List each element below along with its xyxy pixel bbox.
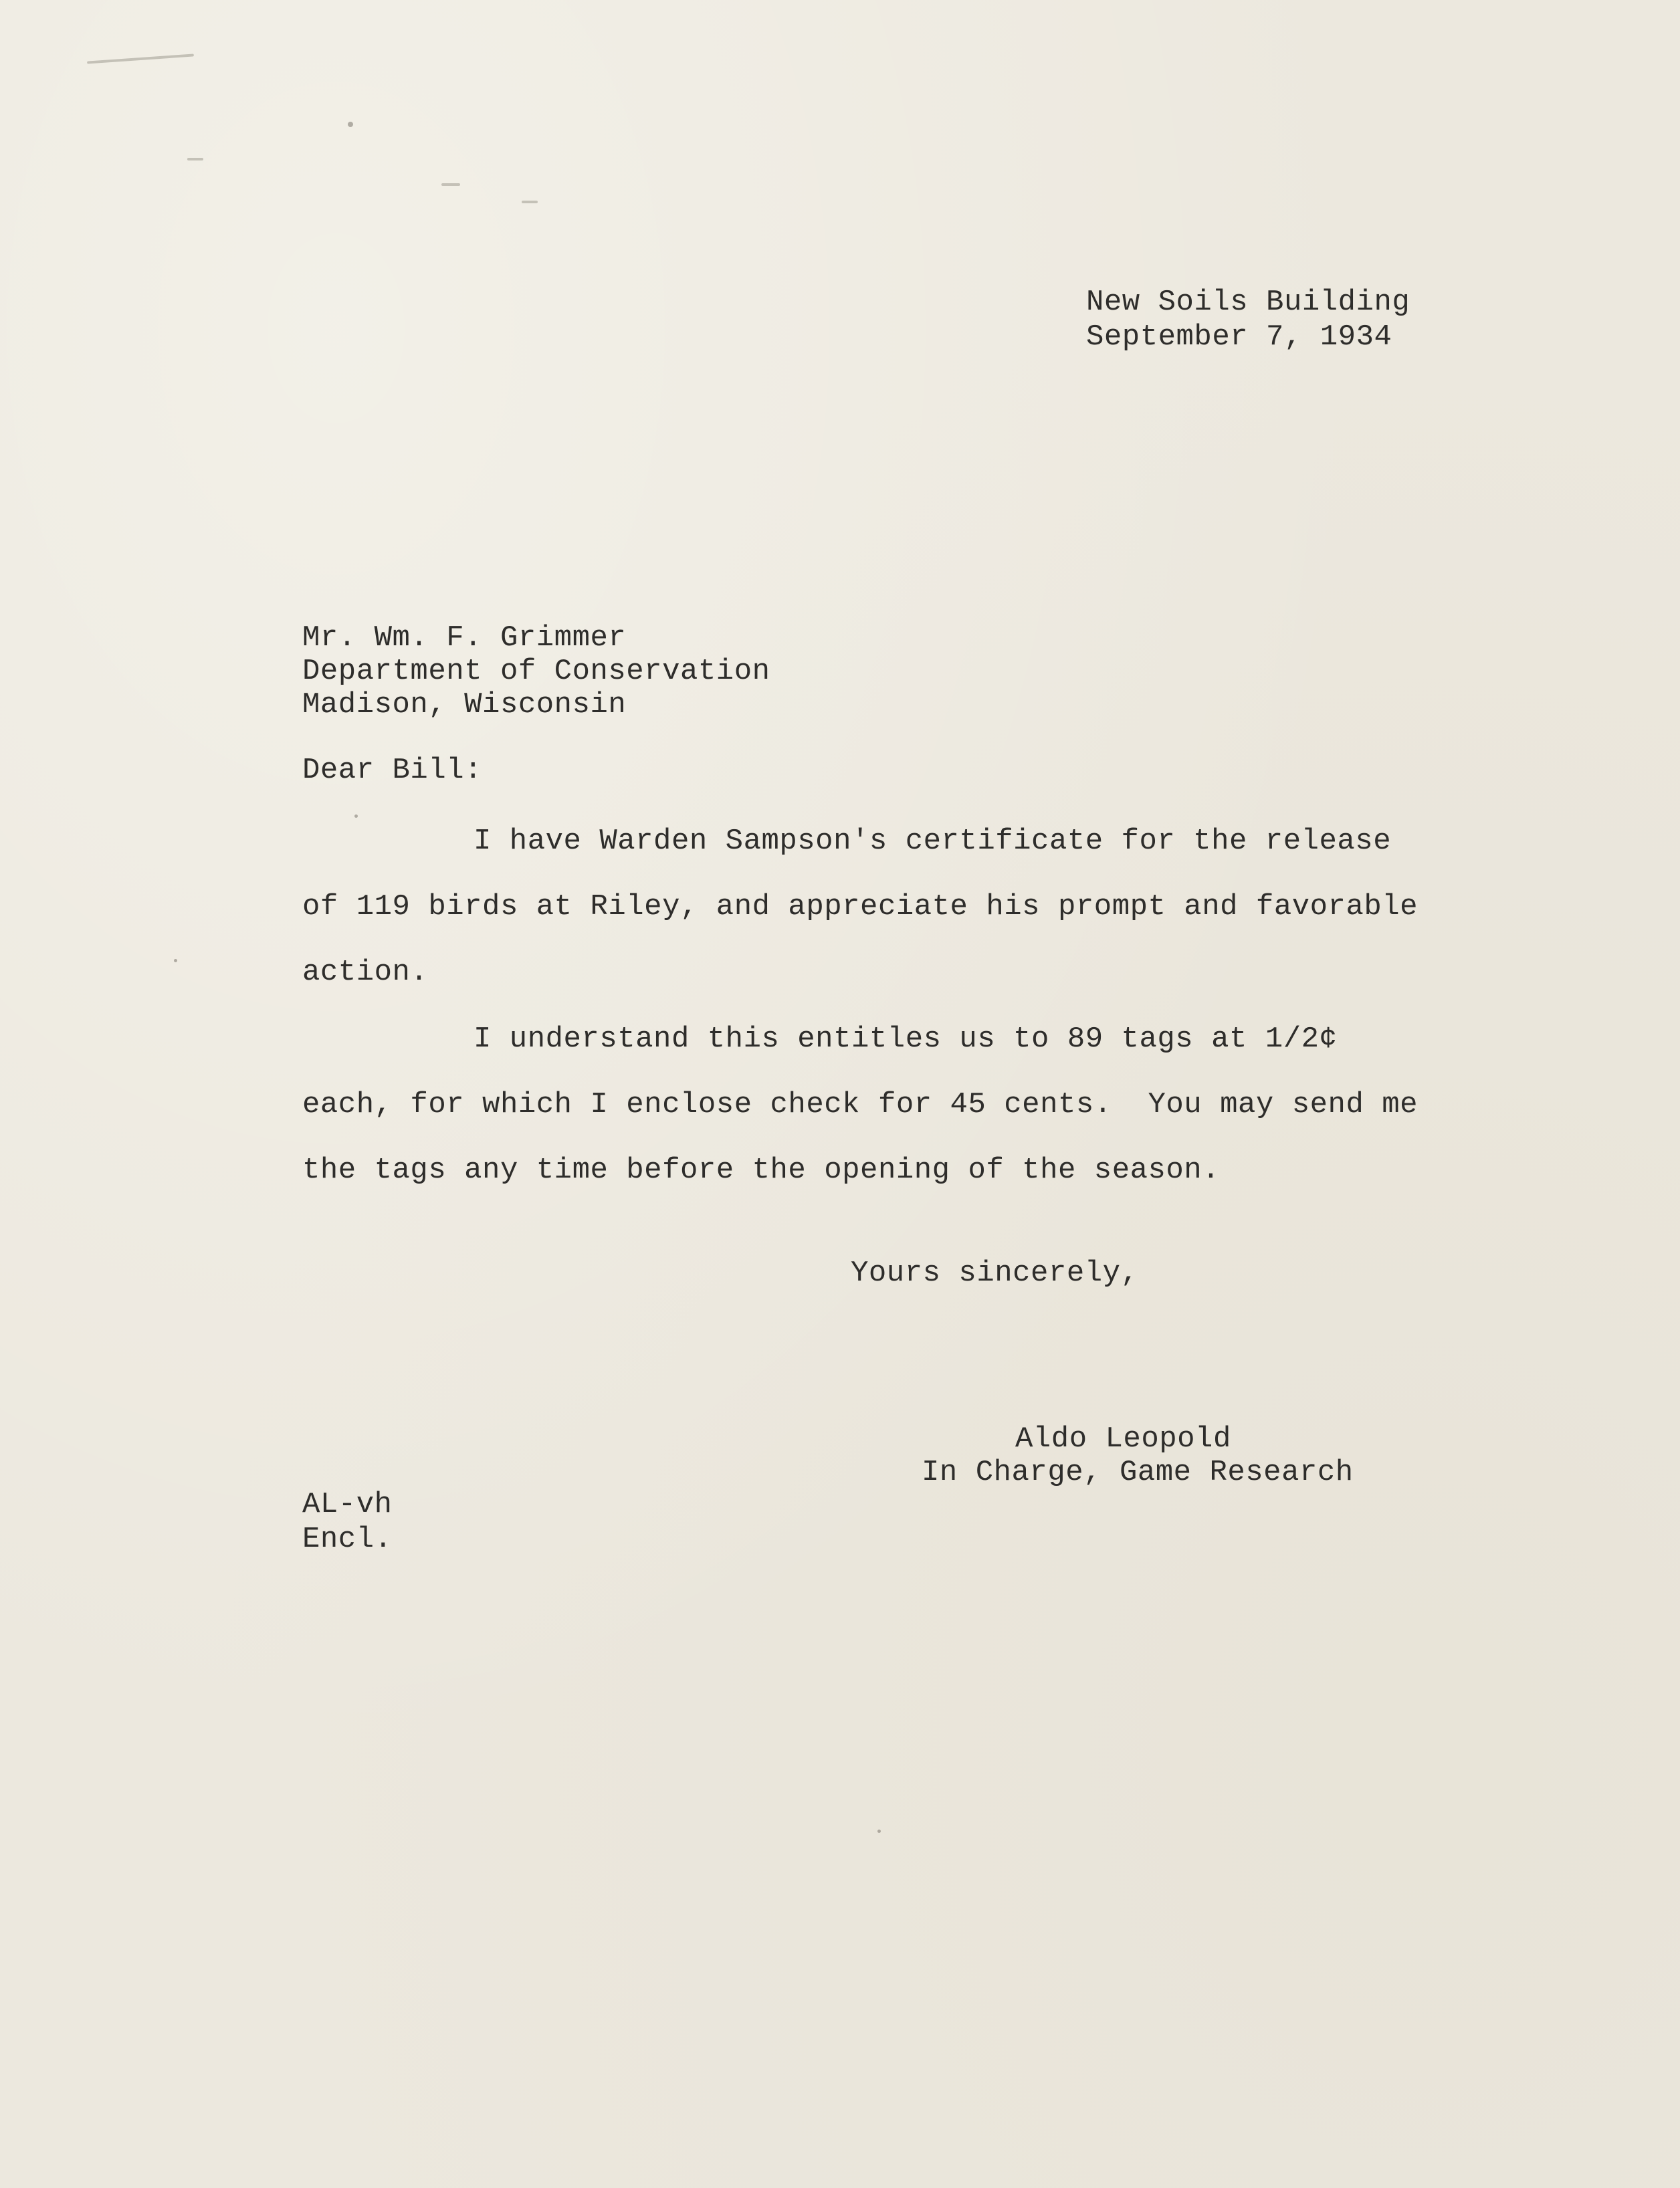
paper-scuff-mark — [87, 53, 194, 64]
paper-speck — [354, 814, 358, 818]
body-paragraph-2-line: I understand this entitles us to 89 tags at 1/2¢ — [474, 1022, 1338, 1056]
recipient-name: Mr. Wm. F. Grimmer — [302, 621, 627, 655]
paper-scuff-mark — [441, 183, 460, 186]
letter-date: September 7, 1934 — [1086, 320, 1392, 354]
complimentary-close: Yours sincerely, — [851, 1256, 1139, 1290]
paper-scuff-mark — [187, 158, 203, 160]
reference-initials: AL-vh — [302, 1488, 393, 1521]
body-paragraph-1-line: I have Warden Sampson's certificate for the release — [474, 825, 1392, 858]
paper-speck — [174, 959, 177, 962]
recipient-city: Madison, Wisconsin — [302, 688, 627, 722]
body-paragraph-1-line: of 119 birds at Riley, and appreciate his prompt and favorable — [302, 890, 1419, 923]
body-paragraph-2-line: the tags any time before the opening of the season. — [302, 1154, 1221, 1187]
body-paragraph-2-line: each, for which I enclose check for 45 cents. You may send me — [302, 1088, 1419, 1121]
enclosure-notation: Encl. — [302, 1523, 393, 1556]
body-paragraph-1-line: action. — [302, 956, 429, 989]
signer-title: In Charge, Game Research — [922, 1456, 1354, 1489]
paper-speck — [877, 1830, 881, 1833]
signer-name: Aldo Leopold — [1015, 1422, 1231, 1456]
paper-speck — [348, 122, 353, 127]
recipient-organization: Department of Conservation — [302, 655, 770, 688]
sender-address-line: New Soils Building — [1086, 286, 1410, 319]
salutation: Dear Bill: — [302, 754, 483, 787]
paper-scuff-mark — [522, 201, 538, 203]
